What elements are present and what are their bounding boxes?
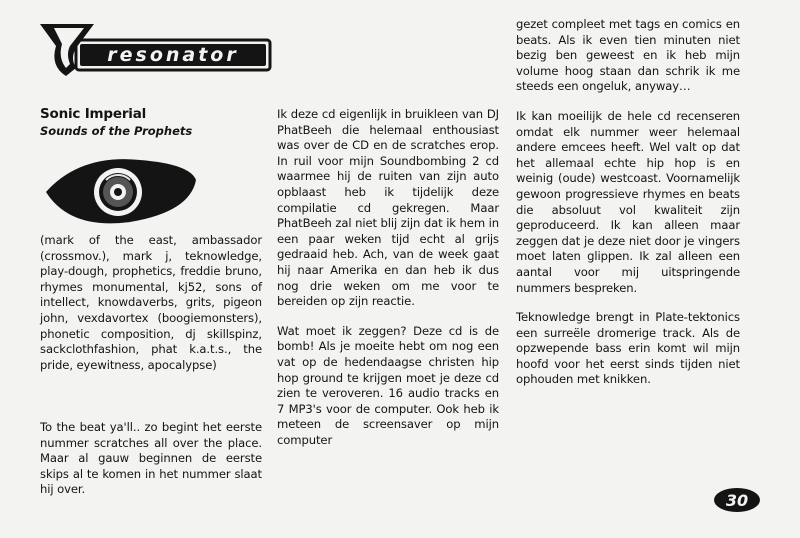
review-paragraph-intro: To the beat ya'll.. zo begint het eerste nummer scratches all over the place. Maar al gauw beginnen de eerste skips al te komen in het nummer slaat hij over.: [40, 420, 262, 497]
featured-artists-list: (mark of the east, ambassador (crossmov.), mark j, teknowledge, play-dough, prophetics, freddie bruno, rhymes monumental, kj52, sons of intellect, knowdaverbs, grits, pigeon john, vexdavortex (boogiemonsters), phonetic composition, dj skillspinz, sackclothfashion, phat k.a.t.s., the pride, eyewitness, apocalypse): [40, 233, 262, 372]
review-paragraph: gezet compleet met tags en comics en beats. Als ik even tien minuten niet bezig ben geweest en ik heb mijn volume hoog staan dan schrik ik me steeds een ongeluk, anyway…: [516, 17, 740, 94]
resonator-logo-icon: [36, 18, 272, 82]
album-title: Sounds of the Prophets: [40, 124, 193, 138]
review-paragraph: Wat moet ik zeggen? Deze cd is de bomb! Als je moeite hebt om nog een vat op de hedendaagse christen hip hop ground te krijgen moet je deze cd zien te veroveren. 16 audio tracks en 7 MP3's voor de computer. Ook heb ik meteen de screensaver op mijn computer: [277, 323, 499, 447]
cd-disc-icon: [40, 150, 198, 232]
column-2: [277, 107, 499, 448]
review-paragraph: Ik deze cd eigenlijk in bruikleen van DJ PhatBeeh die helemaal enthousiast was over de CD en de scratches erop. In ruil voor mijn Soundbombing 2 cd waarmee hij de ruiten van zijn auto opblaast heb ik tijdelijk deze compilatie cd gekregen. Maar PhatBeeh zal niet blij zijn dat ik hem in een paar weken tijd echt al grijs gedraaid heb. Ach, van de week gaat hij naar Amerika en dan heb ik dus nog drie weken om me voor te bereiden op zijn reactie.: [277, 107, 499, 309]
album-artist: Sonic Imperial: [40, 106, 147, 122]
review-paragraph: Teknowledge brengt in Plate-tektonics een surreële dromerige track. Als de opzwepende bass erin komt wil mijn hoofd voor het eerst sinds tijden niet ophouden met knikken.: [516, 310, 740, 387]
column-3: [516, 17, 740, 388]
logo-text: resonator: [107, 44, 239, 66]
page-number-badge-icon: [712, 486, 762, 514]
page-number: 30: [725, 491, 749, 510]
review-paragraph: Ik kan moeilijk de hele cd recenseren omdat elk nummer weer helemaal andere emcees heeft. Wel valt op dat het allemaal echte hip hop is en weinig (oude) westcoast. Voornamelijk gewoon progressieve rhymes en beats die absoluut vol kwaliteit zijn geproduceerd. Ik kan alleen maar zeggen dat je deze niet door je vingers moet laten glippen. Ik zal alleen een aantal voor mij uitspringende nummers bespreken.: [516, 108, 740, 295]
